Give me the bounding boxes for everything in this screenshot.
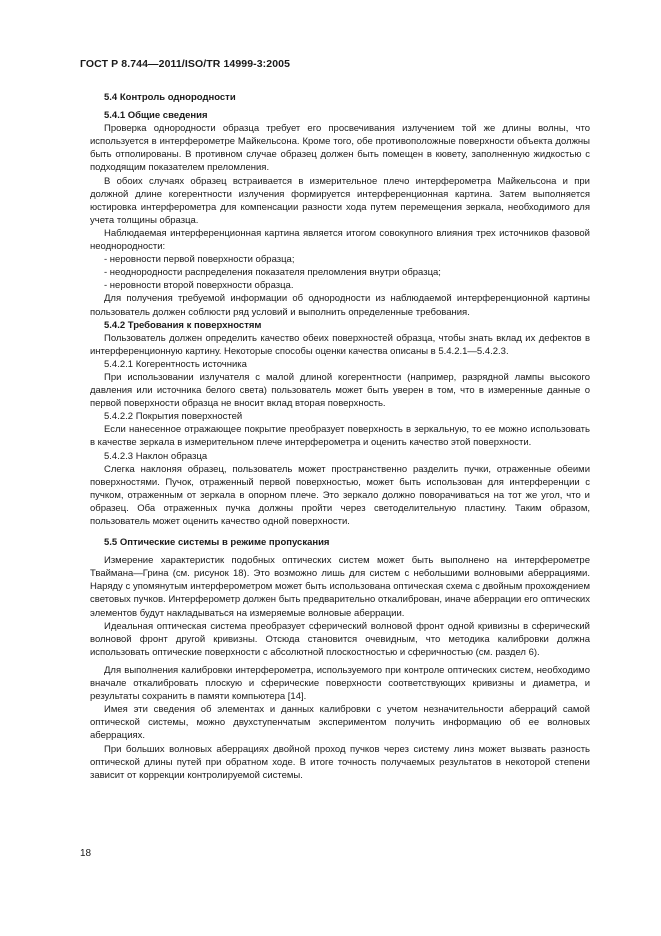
paragraph: Слегка наклоняя образец, пользователь может пространственно разделить пучки, отраженные обеими поверхностями. Пучок, отраженный первой поверхностью, может быть использован для интерференции с пучком, отраженным от зеркала в опорном плече. Это зеркало должно поворачиваться на тот же угол, что и образец. Оба отраженных пучка должны пройти через светоделительную пластину. Таким образом, пользователь может оценить качество одной поверхности.: [90, 463, 590, 527]
paragraph: Измерение характеристик подобных оптических систем может быть выполнено на интерферометре Тваймана—Грина (см. рисунок 18). Это возможно лишь для систем с небольшими волновыми аберрациями. Наряду с упомянутым интерферометром может быть использована оптическая схема с двойным прохождением световых пучков. Интерферометр должен быть предварительно откалиброван, иначе аберрации его оптических элементов будут накладываться на измеряемые волновые аберрации.: [90, 555, 590, 619]
paragraph: Имея эти сведения об элементах и данных калибровки с учетом незначительности аберраций самой оптической системы, можно двухступенчатым экспериментом получить информацию об ее волновых аберрациях.: [90, 704, 590, 742]
paragraph: Наблюдаемая интерференционная картина является итогом совокупного влияния трех источников фазовой неоднородности:: [90, 227, 590, 253]
list-item: - неровности второй поверхности образца.: [104, 280, 294, 292]
paragraph: При использовании излучателя с малой длиной когерентности (например, разрядной лампы высокого давления или источника белого света) пользователь может быть уверен в том, что в измеренные данные о первой поверхности образца не вносит вклад вторая поверхность.: [90, 371, 590, 410]
paragraph: Для получения требуемой информации об однородности из наблюдаемой интерференционной картины пользователь должен соблюсти ряд условий и выполнить определенные требования.: [90, 293, 590, 318]
paragraph: Пользователь должен определить качество обеих поверхностей образца, чтобы знать вклад их дефектов в интерференционную картину. Некоторые способы оценки качества описаны в 5.4.2.1—5.4.2.3.: [90, 332, 590, 357]
section-5-4-title: 5.4 Контроль однородности: [104, 92, 236, 103]
section-5-4-2-1-title: 5.4.2.1 Когерентность источника: [104, 358, 247, 370]
section-5-4-2-2-title: 5.4.2.2 Покрытия поверхностей: [104, 411, 243, 423]
document-header: ГОСТ Р 8.744—2011/ISO/TR 14999-3:2005: [80, 58, 291, 70]
section-5-5-title: 5.5 Оптические системы в режиме пропускания: [104, 537, 330, 549]
paragraph: В обоих случаях образец встраивается в измерительное плечо интерферометра Майкельсона и при должной длине когерентности излучения формируется интерференционная картина. Затем выполняется юстировка интерферометра для компенсации разности хода путем перемещения зеркала, необходимого для учета толщины образца.: [90, 175, 590, 226]
page-number: 18: [80, 848, 92, 859]
section-5-4-2-3-title: 5.4.2.3 Наклон образца: [104, 450, 208, 462]
list-item: - неровности первой поверхности образца;: [104, 254, 295, 266]
paragraph: При больших волновых аберрациях двойной проход пучков через систему линз может вызвать разность оптической длины путей при обратном ходе. В итоге точность получаемых результатов в некоторой степени зависит от коррекции контролируемой системы.: [90, 743, 590, 781]
list-item: - неоднородности распределения показателя преломления внутри образца;: [104, 267, 441, 279]
paragraph: Для выполнения калибровки интерферометра, используемого при контроле оптических систем, необходимо вначале откалибровать плоскую и сферические поверхности соответствующих кривизны и диаметра, и результаты сохранить в памяти компьютера [14].: [90, 664, 590, 703]
section-5-4-1-title: 5.4.1 Общие сведения: [104, 110, 208, 122]
document-body: [90, 91, 590, 782]
paragraph: Идеальная оптическая система преобразует сферический волновой фронт одной кривизны в сферический волновой фронт другой кривизны. Отсюда становится очевидным, что методика калибровки должна использовать оптические поверхности с абсолютной плоскостностью и сферичностью (см. раздел 6).: [90, 620, 590, 658]
section-5-4-2-title: 5.4.2 Требования к поверхностям: [104, 319, 262, 331]
paragraph: Если нанесенное отражающее покрытие преобразует поверхность в зеркальную, то ее можно использовать в качестве зеркала в измерительном плече интерферометра и оценить качество этой поверхности.: [90, 424, 590, 449]
paragraph: Проверка однородности образца требует его просвечивания излучением той же длины волны, что используется в интерферометре Майкельсона. Кроме того, обе противоположные поверхности объекта должны быть отполированы. В противном случае образец должен быть помещен в кювету, заполненную жидкостью с подходящим показателем преломления.: [90, 123, 590, 174]
